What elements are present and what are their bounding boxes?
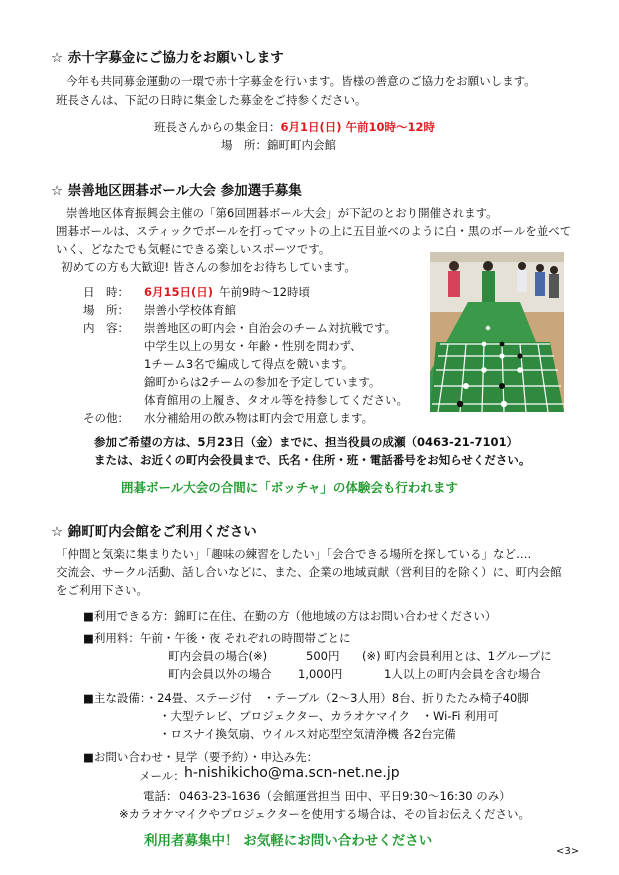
- page-number: <3>: [556, 846, 580, 857]
- s2-para-2: 囲碁ボールは、スティックでボールを打ってマットの上に五目並べのように白・黒のボールを並べて: [56, 224, 572, 238]
- s3-para-2: 交流会、サークル活動、話し合いなどに、また、企業の地域貢献（営利目的を除く）に、町内会館: [56, 565, 562, 579]
- s2-para-3: いく、どなたでも気軽にできる楽しいスポーツです。: [56, 242, 331, 256]
- igo-ball-photo: [430, 252, 564, 412]
- s1-place-value: 錦町町内会館: [267, 138, 336, 152]
- s3-mail-label: メール：: [139, 769, 185, 783]
- s1-when-value: 6月1日(日) 午前10時～12時: [280, 120, 436, 134]
- s2-content-2: 中学生以上の男女・年齢・性別を問わず、: [144, 339, 362, 353]
- s2-content-4: 錦町からは2チームの参加を予定しています。: [144, 375, 381, 389]
- s3-fee-note-2: 1人以上の町内会員を含む場合: [384, 667, 541, 681]
- s3-who: ■利用できる方：錦町に在住、在勤の方（他地域の方はお問い合わせください）: [83, 609, 497, 623]
- s1-place-label: 場 所：: [221, 138, 267, 152]
- s3-fee-note-1: (※) 町内会員利用とは、1グループに: [362, 649, 552, 663]
- s3-title: ☆ 錦町町内会館をご利用ください: [51, 524, 257, 540]
- s2-apply-1: 参加ご希望の方は、5月23日（金）までに、担当役員の成瀬（0463-21-7101）: [94, 435, 519, 449]
- s1-para-1: 今年も共同募金運動の一環で赤十字募金を行います。皆様の善意のご協力をお願いします。: [66, 74, 536, 88]
- s3-tel-label: 電話：: [143, 789, 178, 803]
- s3-fee-member-label: 町内会員の場合(※): [168, 649, 268, 663]
- s2-content-label: 内 容：: [83, 321, 129, 335]
- s2-bocce-note: 囲碁ボール大会の合間に「ボッチャ」の体験会も行われます: [121, 480, 458, 495]
- s2-content-5: 体育館用の上履き、タオル等を持参してください。: [144, 393, 409, 407]
- s2-content-3: 1チーム3名で編成して得点を競います。: [144, 357, 354, 371]
- s3-mail-value[interactable]: h-nishikicho@ma.scn-net.ne.jp: [184, 765, 400, 781]
- s2-para-1: 崇善地区体育振興会主催の「第6回囲碁ボール大会」が下記のとおり開催されます。: [66, 206, 498, 220]
- s3-para-1: 「仲間と気楽に集まりたい」「趣味の練習をしたい」「会合できる場所を探している」など‥‥: [56, 547, 532, 561]
- s2-other-label: その他：: [83, 411, 129, 425]
- s3-fee-other-price: 1,000円: [298, 667, 343, 681]
- s2-content-1: 崇善地区の町内会・自治会のチーム対抗戦です。: [144, 321, 397, 335]
- s3-contact-head: ■お問い合わせ・見学（要予約）・申込み先：: [83, 750, 319, 764]
- s3-equipment-1: ■主な設備：・24畳、ステージ付 ・テーブル（2～3人用）8台、折りたたみ椅子40脚: [83, 691, 529, 705]
- s3-fee-member-price: 500円: [306, 649, 340, 663]
- s2-date-label: 日 時：: [83, 285, 129, 299]
- s1-when-label: 班長さんからの集金日：: [154, 120, 281, 134]
- s3-tel-value: 0463-23-1636（会館運営担当 田中、平日9:30～16:30 のみ）: [179, 789, 511, 803]
- s3-para-3: をご利用下さい。: [56, 583, 148, 597]
- s2-place-label: 場 所：: [83, 303, 129, 317]
- s2-date: [144, 284, 310, 300]
- s2-apply-2: または、お近くの町内会役員まで、氏名・住所・班・電話番号をお知らせください。: [94, 453, 531, 467]
- s1-place: [221, 137, 336, 153]
- s3-fee-other-label: 町内会員以外の場合: [168, 667, 272, 681]
- s3-equipment-2: ・大型テレビ、プロジェクター、カラオケマイク ・Wi-Fi 利用可: [159, 709, 499, 723]
- s1-collect-date: [154, 119, 435, 135]
- s2-date-rest: 午前9時～12時頃: [219, 285, 310, 299]
- s2-place-value: 崇善小学校体育館: [144, 303, 236, 317]
- s2-title: ☆ 崇善地区囲碁ボール大会 参加選手募集: [51, 183, 302, 199]
- s3-fee-head: ■利用料：午前・午後・夜 それぞれの時間帯ごとに: [83, 631, 351, 645]
- s2-other-value: 水分補給用の飲み物は町内会で用意します。: [144, 411, 374, 425]
- s2-para-4: 初めての方も大歓迎! 皆さんの参加をお待ちしています。: [61, 260, 356, 274]
- s3-note: ※カラオケマイクやプロジェクターを使用する場合は、その旨お伝えください。: [119, 807, 530, 821]
- s1-title: ☆ 赤十字募金にご協力をお願いします: [51, 50, 284, 66]
- s3-recruit: 利用者募集中！ お気軽にお問い合わせください: [144, 833, 433, 849]
- s2-date-red: 6月15日(日): [144, 285, 214, 299]
- s3-equipment-3: ・ロスナイ換気扇、ウイルス対応型空気清浄機 各2台完備: [159, 727, 456, 741]
- s1-para-2: 班長さんは、下記の日時に集金した募金をご持参ください。: [56, 93, 367, 107]
